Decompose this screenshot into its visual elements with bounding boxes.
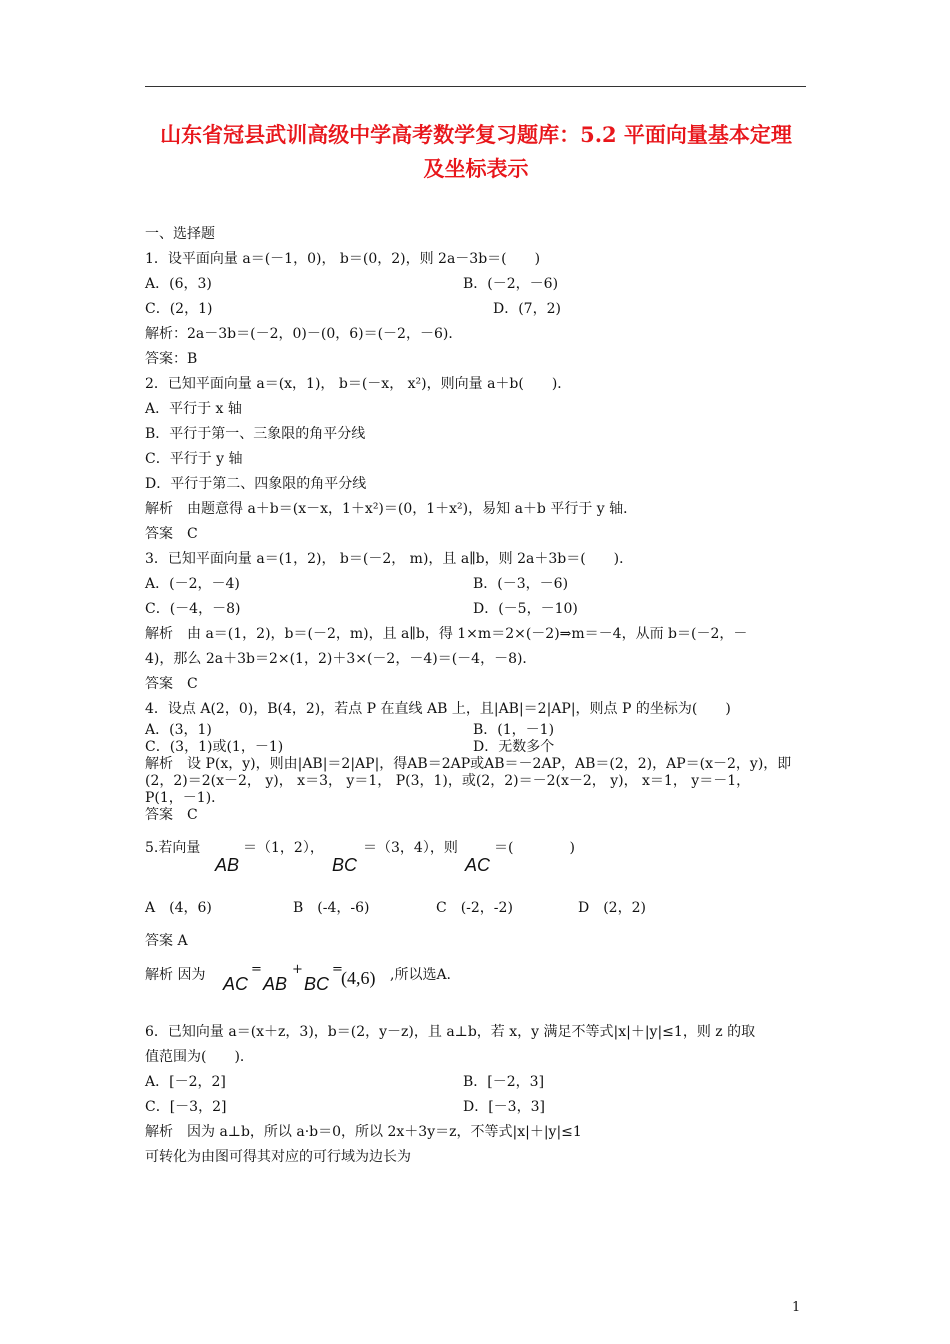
q3-options-cd <box>145 597 810 622</box>
q6-options-ab <box>145 1070 810 1095</box>
q5-analysis-plus: + <box>292 962 303 977</box>
q5-analysis-equals: = <box>251 962 262 977</box>
q4-option-a: A．(3，1) <box>145 722 212 738</box>
q5-analysis-equals-2: = <box>332 962 343 977</box>
q5-option-d: D (2，2) <box>578 900 646 916</box>
q2-option-a: A．平行于 x 轴 <box>145 401 242 417</box>
q3-stem: 3．已知平面向量 a＝(1，2)， b＝(－2， m)，且 a∥b，则 2a＋3b＝( )． <box>145 551 634 567</box>
q4-option-d: D．无数多个 <box>473 739 555 755</box>
q6-analysis-line-1: 解析 因为 a⊥b，所以 a·b＝0，所以 2x＋3y＝z，不等式|x|＋|y|≤1 <box>145 1124 582 1140</box>
title-line-1: 山东省冠县武训高级中学高考数学复习题库：5.2 平面向量基本定理 <box>160 122 792 147</box>
q5-options <box>145 896 810 920</box>
q4-option-c: C．(3，1)或(1，－1) <box>145 739 284 755</box>
q3-analysis-line-2: 4)，那么 2a＋3b＝2×(1，2)＋3×(－2，－4)＝(－4，－8)． <box>145 651 537 667</box>
q6-option-b: B．[－2，3] <box>463 1074 545 1090</box>
q4-option-b: B．(1，－1) <box>473 722 555 738</box>
q6-option-c: C．[－3，2] <box>145 1099 227 1115</box>
q5-analysis-vector-bc: BC <box>304 974 330 994</box>
q2-analysis: 解析 由题意得 a＋b＝(x－x，1＋x²)＝(0，1＋x²)，易知 a＋b 平行于 y 轴． <box>145 501 638 517</box>
q3-answer: 答案 C <box>145 676 198 692</box>
q4-analysis-line-3: P(1，－1)． <box>145 790 226 806</box>
q6-stem-line-2: 值范围为( )． <box>145 1049 254 1065</box>
q3-option-b: B．(－3，－6) <box>473 576 569 592</box>
q5-analysis-result: (4,6) <box>341 968 376 988</box>
q1-option-c: C．(2，1) <box>145 301 213 317</box>
q4-analysis-line-2: (2，2)＝2(x－2， y)， x＝3， y＝1， P(3，1)，或(2，2)＝－2(x－2， y)， x＝1， y＝－1， <box>145 773 751 789</box>
q5-vector-bc: BC <box>332 855 358 875</box>
section-heading: 一、选择题 <box>145 226 215 242</box>
q1-stem: 1．设平面向量 a＝(－1，0)， b＝(0，2)，则 2a－3b＝( ) <box>145 251 541 267</box>
q1-option-b: B．(－2，－6) <box>463 276 559 292</box>
q3-option-a: A．(－2，－4) <box>145 576 240 592</box>
q6-option-a: A．[－2，2] <box>145 1074 226 1090</box>
q4-analysis-line-1: 解析 设 P(x，y)，则由|AB|＝2|AP|，得AB＝2AP或AB＝－2AP，AB＝(2，2)，AP＝(x－2，y)，即 <box>145 756 792 772</box>
q1-analysis: 解析：2a－3b＝(－2，0)－(0，6)＝(－2，－6)． <box>145 326 463 342</box>
q5-stem <box>145 833 810 887</box>
q3-option-d: D．(－5，－10) <box>473 601 578 617</box>
page-number: 1 <box>792 1300 801 1315</box>
q3-analysis-line-1: 解析 由 a＝(1，2)，b＝(－2，m)，且 a∥b，得 1×m＝2×(－2)⇒m＝－4，从而 b＝(－2，－ <box>145 626 748 642</box>
title-line-2: 及坐标表示 <box>423 156 529 181</box>
q5-analysis <box>145 954 810 1002</box>
q4-stem: 4．设点 A(2，0)，B(4，2)，若点 P 在直线 AB 上，且|AB|＝2|AP|，则点 P 的坐标为( ) <box>145 701 731 717</box>
q6-option-d: D．[－3，3] <box>463 1099 545 1115</box>
q5-option-a: A (4，6) <box>145 900 212 916</box>
q5-vector-ab: AB <box>215 855 240 875</box>
q4-answer: 答案 C <box>145 807 198 823</box>
q5-stem-prefix: 5.若向量 <box>145 840 201 856</box>
q1-options-cd <box>145 297 810 322</box>
q5-analysis-prefix: 解析 因为 <box>145 967 206 983</box>
q5-ab-value: ＝（1，2）， <box>243 840 324 856</box>
q5-analysis-suffix: ,所以选A. <box>390 967 452 983</box>
q5-analysis-vector-ac: AC <box>223 974 249 994</box>
q5-vector-ac: AC <box>465 855 491 875</box>
document-body <box>145 222 810 1170</box>
q3-options-ab <box>145 572 810 597</box>
q6-stem-line-1: 6．已知向量 a＝(x＋z，3)，b＝(2，y－z)，且 a⊥b，若 x，y 满足不等式|x|＋|y|≤1，则 z 的取 <box>145 1024 756 1040</box>
q2-option-d: D．平行于第二、四象限的角平分线 <box>145 476 367 492</box>
q5-option-c: C (-2，-2) <box>436 900 513 916</box>
q1-option-a: A．(6，3) <box>145 276 212 292</box>
q3-option-c: C．(－4，－8) <box>145 601 241 617</box>
q1-option-d: D．(7，2) <box>493 301 561 317</box>
q4-options-cd <box>145 739 810 756</box>
q5-ac-value: ＝( ) <box>494 840 575 856</box>
q5-bc-value: ＝（3，4），则 <box>363 840 458 856</box>
q4-options-ab <box>145 722 810 739</box>
q6-options-cd <box>145 1095 810 1120</box>
q2-option-c: C．平行于 y 轴 <box>145 451 243 467</box>
header-rule <box>145 86 806 87</box>
q2-stem: 2．已知平面向量 a＝(x，1)， b＝(－x， x²)，则向量 a＋b( )． <box>145 376 572 392</box>
q1-answer: 答案：B <box>145 351 198 367</box>
q6-analysis-line-2: 可转化为由图可得其对应的可行域为边长为 <box>145 1149 411 1165</box>
q5-option-b: B (-4，-6) <box>293 900 370 916</box>
q5-analysis-vector-ab: AB <box>263 974 288 994</box>
q1-options-ab <box>145 272 810 297</box>
q5-answer: 答案 A <box>145 933 188 949</box>
document-title <box>140 118 812 186</box>
q2-answer: 答案 C <box>145 526 198 542</box>
q2-option-b: B．平行于第一、三象限的角平分线 <box>145 426 366 442</box>
